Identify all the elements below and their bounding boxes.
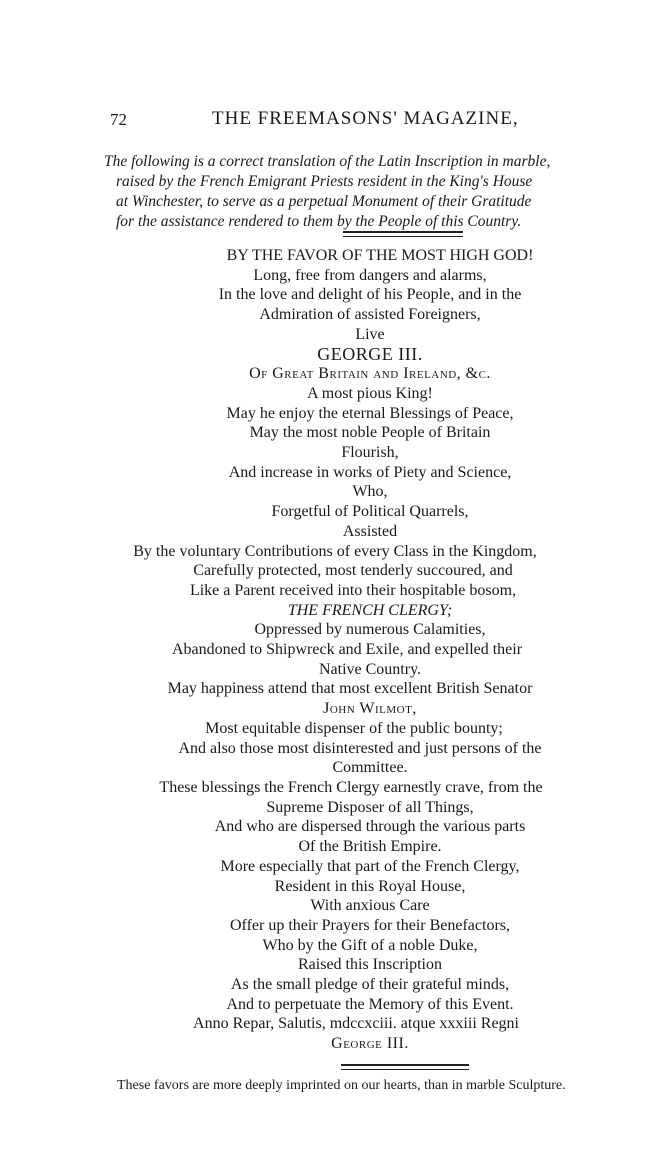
- closing-line: These favors are more deeply imprinted on our hearts, than in marble Sculpture.: [117, 1078, 566, 1093]
- inscription-line: By the voluntary Contributions of every Class in the Kingdom,: [133, 542, 537, 560]
- inscription-line: A most pious King!: [307, 384, 433, 402]
- inscription-line: Forgetful of Political Quarrels,: [271, 503, 469, 521]
- running-head: THE FREEMASONS' MAGAZINE,: [212, 108, 519, 129]
- inscription-line: John Wilmot,: [323, 700, 417, 718]
- inscription-line: THE FRENCH CLERGY;: [287, 601, 453, 619]
- inscription-line: Who by the Gift of a noble Duke,: [262, 936, 478, 954]
- inscription-line: May the most noble People of Britain: [249, 424, 491, 442]
- inscription-line: Assisted: [342, 522, 398, 540]
- intro-line: for the assistance rendered to them by the People of this Country.: [116, 213, 522, 230]
- inscription-line: These blessings the French Clergy earnestly crave, from the: [159, 778, 543, 796]
- intro-line: raised by the French Emigrant Priests resident in the King's House: [116, 173, 533, 190]
- inscription-line: BY THE FAVOR OF THE MOST HIGH GOD!: [226, 247, 534, 264]
- inscription-line: Flourish,: [341, 444, 399, 462]
- inscription-line: George III.: [331, 1035, 409, 1053]
- inscription-line: Committee.: [332, 759, 408, 777]
- double-rule-top: [343, 231, 463, 237]
- inscription-line: Supreme Disposer of all Things,: [266, 798, 474, 816]
- inscription-line: As the small pledge of their grateful minds,: [230, 976, 510, 994]
- inscription-line: Anno Repar, Salutis, mdccxciii. atque xxxiii Regni: [193, 1015, 519, 1033]
- inscription-line: May happiness attend that most excellent British Senator: [167, 680, 533, 698]
- inscription-line: Native Country.: [318, 660, 422, 678]
- inscription-line: Who,: [352, 483, 388, 501]
- inscription-text: [110, 246, 630, 1054]
- inscription-line: And also those most disinterested and just persons of the: [178, 739, 542, 757]
- inscription-line: May he enjoy the eternal Blessings of Peace,: [226, 404, 514, 422]
- inscription-line: Offer up their Prayers for their Benefactors,: [229, 916, 511, 934]
- inscription-line: Of the British Empire.: [298, 838, 442, 856]
- intro-line: The following is a correct translation of the Latin Inscription in marble,: [104, 153, 551, 170]
- inscription-line: Resident in this Royal House,: [274, 877, 466, 895]
- inscription-line: And increase in works of Piety and Science,: [228, 463, 512, 481]
- inscription-line: Like a Parent received into their hospitable bosom,: [189, 581, 517, 599]
- inscription-line: Of Great Britain and Ireland, &c.: [249, 365, 491, 383]
- inscription-line: And to perpetuate the Memory of this Event.: [226, 995, 514, 1013]
- inscription-line: Live: [355, 325, 385, 343]
- intro-line: at Winchester, to serve as a perpetual Monument of their Gratitude: [116, 193, 532, 210]
- inscription-line: And who are dispersed through the various parts: [214, 818, 526, 836]
- page-number: 72: [110, 110, 127, 129]
- inscription-line: With anxious Care: [310, 897, 430, 915]
- inscription-line: In the love and delight of his People, and in the: [218, 286, 522, 304]
- page-header: [110, 108, 570, 132]
- inscription-line: Abandoned to Shipwreck and Exile, and expelled their: [171, 641, 523, 659]
- inscription-line: GEORGE III.: [317, 343, 423, 364]
- inscription-line: More especially that part of the French Clergy,: [220, 857, 520, 875]
- inscription-line: Long, free from dangers and alarms,: [253, 266, 487, 284]
- inscription-line: Raised this Inscription: [298, 956, 442, 974]
- inscription-line: Most equitable dispenser of the public bounty;: [205, 719, 503, 737]
- inscription-line: Carefully protected, most tenderly succoured, and: [193, 562, 513, 580]
- inscription-line: Admiration of assisted Foreigners,: [259, 306, 481, 324]
- double-rule-bottom: [341, 1064, 469, 1070]
- intro-paragraph: [104, 152, 654, 232]
- inscription-line: Oppressed by numerous Calamities,: [254, 621, 486, 639]
